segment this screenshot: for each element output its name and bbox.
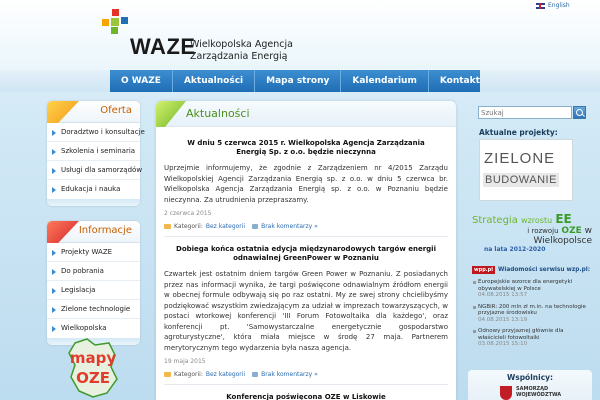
oferta-footer xyxy=(47,199,140,206)
article-date: 2 czerwca 2015 xyxy=(164,210,212,217)
nav-item-o-waze[interactable]: O WAZE xyxy=(110,70,173,92)
divider xyxy=(164,236,448,237)
informacje-title: Informacje xyxy=(78,225,132,236)
article-body: Uprzejmie informujemy, że zgodnie z Zarządzeniem nr 4/2015 Zarządu Wielkopolskiej Agencji Zarządzania Energią sp. z o.o. w dniu 5 czerwca br. Wielkopolska Agencja Zarządzania Energią sp. z o.o. w Poznaniu będzie nieczynna. Za utrudnienia przepraszamy. xyxy=(164,164,448,204)
partner-line2: WOJEWÓDZTWA xyxy=(516,392,562,398)
news-feed-title[interactable]: Wiadomości serwisu wzp.pl: xyxy=(497,267,591,273)
bullet-icon xyxy=(52,307,56,313)
strategia-ee: EE xyxy=(555,212,572,226)
nav-item-kalendarium[interactable]: Kalendarium xyxy=(341,70,428,92)
strategia-mid: wzrostu xyxy=(521,216,553,225)
sidebar-item-label: Zielone technologie xyxy=(61,305,131,313)
sidebar-item-label: Projekty WAZE xyxy=(61,248,113,256)
informacje-swoosh-icon xyxy=(47,221,79,243)
sidebar-item-wielkopolska[interactable] xyxy=(47,319,140,338)
waze-logo-icon[interactable] xyxy=(102,9,128,35)
article-body: Czwartek jest ostatnim dniem targów Green Power w Poznaniu. Z posiadanych przez nas informacji wynika, że targi poświęcone odnawialnym źródłom energii w obecnej formule odbywają się po raz ostatni. My ze swej strony chcielibyśmy podziękować wszystkim zwiedzającym za udział w imprezach towarzyszących, w postaci wtorkowej konferencji 'III Forum Fotowoltaika dla każdego', oraz konferencji pt. 'Samowystarczalne energetycznie gospodarstwo agroturystyczne', która miała miejsce w środę 27 maja. Partnerem merytorycznym tego wydarzenia była nasza agencja. xyxy=(164,270,448,352)
uk-flag-icon xyxy=(536,3,545,9)
bullet-icon xyxy=(52,288,56,294)
news-item-date: 03.08.2015 15:10 xyxy=(478,341,528,347)
wzp-news xyxy=(472,266,592,348)
brand-subtitle-line2: Zarządzania Energią xyxy=(190,51,288,62)
news-item-text: NGBiR: 200 mln zł m.in. na technologie przyjazne środowisku xyxy=(478,303,586,316)
strategia-banner[interactable] xyxy=(472,212,592,253)
bullet-icon xyxy=(52,250,56,256)
comment-icon xyxy=(252,224,258,229)
sidebar-item-label: Edukacja i nauka xyxy=(61,185,121,193)
oferta-swoosh-icon xyxy=(47,101,79,123)
article xyxy=(156,139,456,237)
search-input[interactable] xyxy=(478,106,572,119)
news-header xyxy=(156,101,456,127)
language-switch[interactable] xyxy=(536,2,570,9)
main-nav xyxy=(110,70,480,92)
news-item[interactable] xyxy=(472,304,592,324)
category-label: Kategorii: xyxy=(174,223,203,230)
zielone-budowanie-banner[interactable] xyxy=(479,139,573,201)
strategia-line2 xyxy=(472,226,592,246)
sidebar-item-label: Wielkopolska xyxy=(61,324,107,332)
nav-item-kontakt[interactable]: Kontakt xyxy=(439,76,480,86)
projects-heading: Aktualne projekty: xyxy=(479,128,558,137)
article-date: 19 maja 2015 xyxy=(164,358,206,365)
sidebar-item-uslugi[interactable] xyxy=(47,161,143,180)
partner-name[interactable] xyxy=(516,386,592,398)
article-meta xyxy=(164,223,448,230)
page-title: Aktualności xyxy=(186,107,250,120)
news-item[interactable] xyxy=(472,279,592,299)
divider xyxy=(164,384,448,385)
news-swoosh-icon xyxy=(156,101,186,127)
nav-item-mapa-strony[interactable]: Mapa strony xyxy=(255,70,341,92)
bullet-icon xyxy=(52,187,56,193)
nav-bar-left xyxy=(0,70,110,92)
sidebar-item-szkolenia[interactable] xyxy=(47,142,140,161)
strategia-line2a: i rozwoju xyxy=(527,227,559,235)
sidebar-item-label: Usługi dla samorządów xyxy=(61,166,143,174)
oferta-header xyxy=(47,101,140,123)
sidebar-item-do-pobrania[interactable] xyxy=(47,262,140,281)
mapy-oze-banner[interactable] xyxy=(65,337,121,400)
news-item[interactable] xyxy=(472,328,592,348)
sidebar-item-label: Szkolenia i seminaria xyxy=(61,147,136,155)
zielone-word: ZIELONE xyxy=(484,150,556,167)
article xyxy=(156,393,456,400)
category-link[interactable]: Bez kategorii xyxy=(205,371,246,378)
oze-word: OZE xyxy=(76,369,110,387)
news-item-date: 04.08.2015 13:57 xyxy=(478,292,528,298)
sidebar-item-doradztwo[interactable] xyxy=(47,123,145,142)
news-feed-header xyxy=(472,266,592,274)
comments-link[interactable]: Brak komentarzy » xyxy=(261,371,318,378)
oferta-panel xyxy=(47,101,145,206)
partner-line1: SAMORZĄD xyxy=(516,386,549,392)
folder-icon xyxy=(164,372,171,377)
article-meta xyxy=(164,371,448,378)
nav-item-aktualnosci[interactable]: Aktualności xyxy=(173,70,255,92)
sidebar-item-label: Do pobrania xyxy=(61,267,104,275)
bullet-icon xyxy=(52,269,56,275)
news-item-text: Europejskie wzorce dla energetyki obywatelskiej w Polsce xyxy=(478,279,573,292)
article-title[interactable]: Dobiega końca ostatnia edycja międzynarodowych targów energii odnawialnej GreenPower w Poznaniu xyxy=(176,245,436,262)
sidebar-item-edukacja[interactable] xyxy=(47,180,140,199)
article xyxy=(156,245,456,385)
partners-heading: Wspólnicy: xyxy=(506,373,554,382)
folder-icon xyxy=(164,224,171,229)
search-icon[interactable] xyxy=(573,106,586,119)
strategia-oze: OZE xyxy=(561,226,582,236)
wpp-logo-icon: wpp.pl xyxy=(474,267,493,273)
sidebar-item-label: Doradztwo i konsultacje xyxy=(61,128,145,136)
bullet-icon xyxy=(52,168,56,174)
category-label: Kategorii: xyxy=(174,371,203,378)
sidebar-item-zielone-technologie[interactable] xyxy=(47,300,140,319)
sidebar-item-projekty[interactable] xyxy=(47,243,140,262)
crest-icon xyxy=(500,386,512,400)
strategia-line1 xyxy=(472,214,592,226)
news-item-text: Odnowy przyjaznej głównie dla właścicieli fotowoltaiki xyxy=(478,328,564,341)
brand-name[interactable]: WAZE xyxy=(130,34,196,59)
sidebar-item-label: Legislacja xyxy=(61,286,96,294)
strategia-word: Strategia xyxy=(472,215,518,226)
news-content xyxy=(156,101,456,400)
comment-icon xyxy=(252,372,258,377)
informacje-panel xyxy=(47,221,140,345)
bullet-icon xyxy=(52,130,56,136)
oferta-title: Oferta xyxy=(100,105,132,116)
language-label[interactable]: English xyxy=(548,2,570,9)
informacje-header xyxy=(47,221,140,243)
category-link[interactable]: Bez kategorii xyxy=(205,223,246,230)
sidebar-item-legislacja[interactable] xyxy=(47,281,140,300)
article-title[interactable]: Konferencja poświęcona OZE w Liskowie xyxy=(226,393,386,400)
partners-box xyxy=(468,370,592,400)
bullet-icon xyxy=(52,149,56,155)
comments-link[interactable]: Brak komentarzy » xyxy=(261,223,318,230)
strategia-years: na lata 2012-2020 xyxy=(484,246,546,253)
budowanie-word: BUDOWANIE xyxy=(485,174,557,186)
strategia-line2b: w Wielkopolsce xyxy=(533,226,592,246)
mapy-word: mapy xyxy=(69,349,117,367)
news-item-date: 04.08.2015 13:19 xyxy=(478,316,528,323)
brand-subtitle-line1: Wielkopolska Agencja xyxy=(190,39,293,50)
brand-subtitle xyxy=(190,39,293,63)
bullet-icon xyxy=(52,326,56,332)
header xyxy=(0,0,600,70)
article-title[interactable]: W dniu 5 czerwca 2015 r. Wielkopolska Agencja Zarządzania Energią Sp. z o.o. będzie nieczynna xyxy=(187,139,425,156)
nav-bar-right xyxy=(480,70,600,92)
